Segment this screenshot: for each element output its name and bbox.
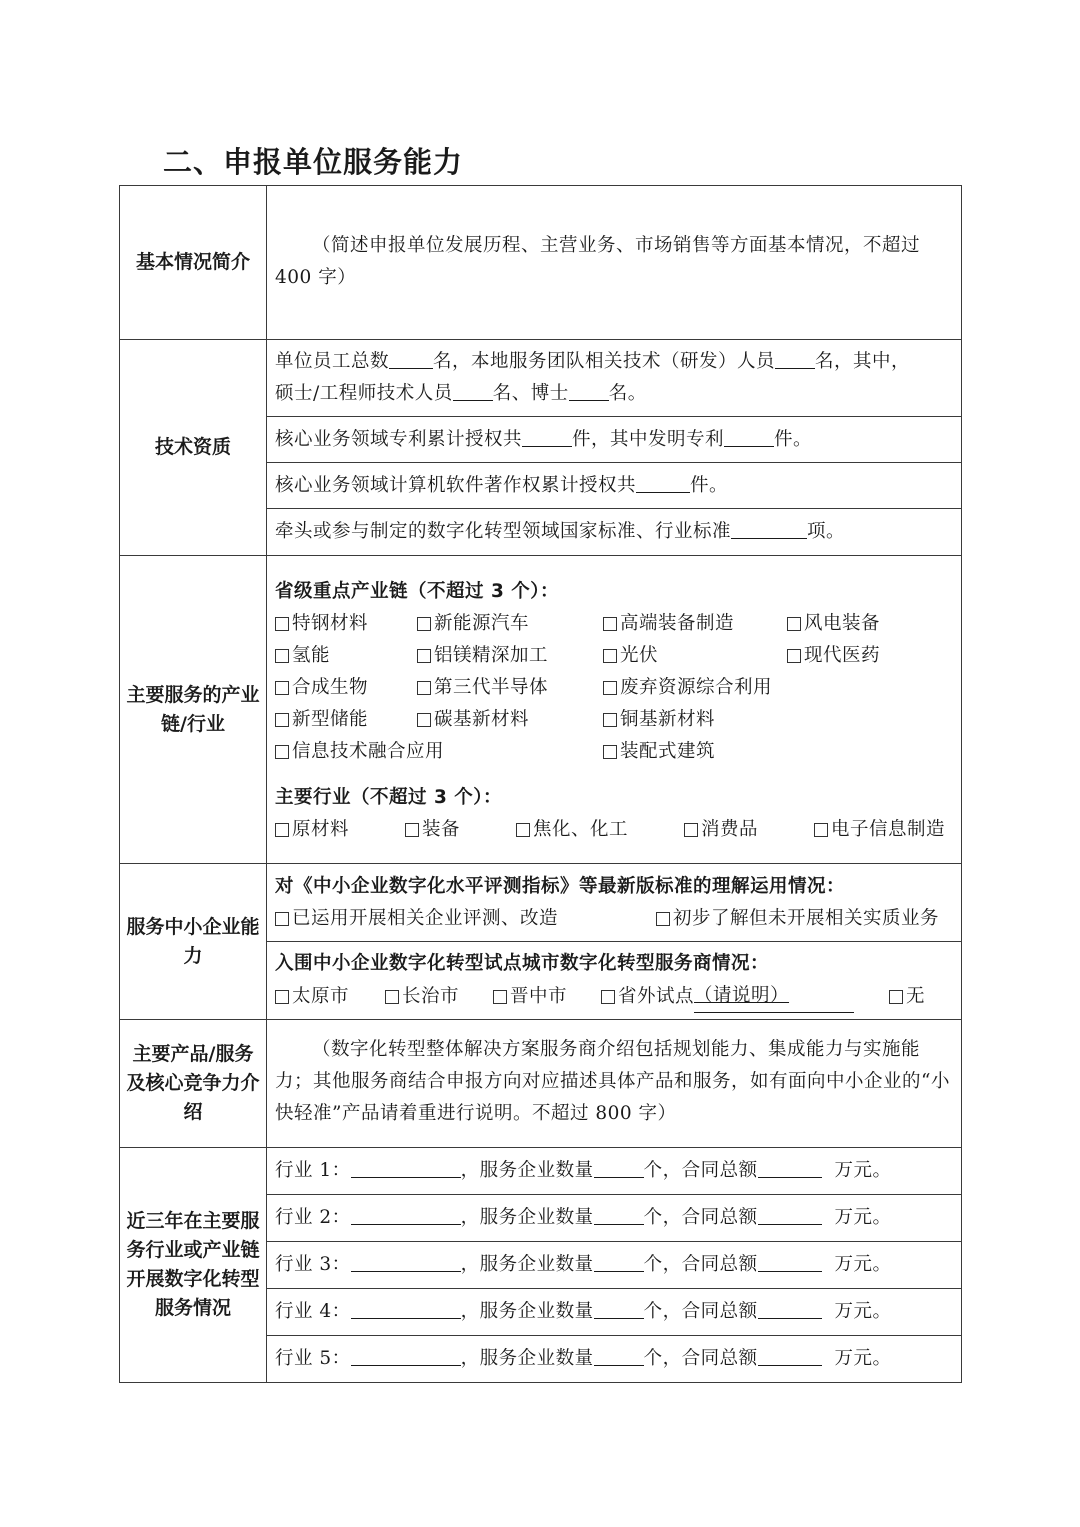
service-count-blank[interactable]	[594, 1157, 644, 1178]
row-sme-q1	[120, 864, 962, 942]
chain-option-checkbox[interactable]: 氢能	[275, 640, 417, 672]
chain-option-checkbox[interactable]: 高端装备制造	[603, 608, 787, 640]
checkbox-none[interactable]: 无	[889, 980, 925, 1013]
service-unit-label: 万元。	[821, 1160, 892, 1181]
staff-text-f: 名。	[608, 383, 647, 404]
software-blank[interactable]	[636, 472, 690, 493]
label-sme: 服务中小企业能力	[120, 864, 267, 1020]
patent-text-b: 件，其中发明专利	[572, 428, 725, 450]
staff-text-e: 名、博士	[492, 383, 569, 404]
chain-option-checkbox[interactable]: 现代医药	[787, 640, 953, 672]
service-count-label: ，服务企业数量	[460, 1254, 594, 1275]
service-count-blank[interactable]	[594, 1251, 644, 1272]
chain-option-checkbox[interactable]: 信息技术融合应用	[275, 736, 603, 768]
page-title: 二、申报单位服务能力	[163, 145, 464, 179]
patent-text-c: 件。	[774, 428, 813, 450]
checkbox-icon	[275, 617, 289, 631]
service-row-cell	[267, 1148, 962, 1195]
service-amount-label: 个，合同总额	[643, 1254, 758, 1275]
checkbox-icon	[603, 745, 617, 759]
service-count-label: ，服务企业数量	[460, 1207, 594, 1228]
industry-options	[275, 814, 953, 846]
sme-q1-cell	[267, 864, 962, 942]
empty-slot	[787, 672, 953, 704]
industry-option-checkbox[interactable]: 装备	[405, 814, 460, 846]
patent-total-blank[interactable]	[522, 426, 572, 447]
service-industry-label: 行业 2：	[275, 1207, 351, 1228]
chain-option-checkbox[interactable]: 合成生物	[275, 672, 417, 704]
checkbox-icon	[275, 681, 289, 695]
label-tech: 技术资质	[120, 340, 267, 556]
industry-option-checkbox[interactable]: 原材料	[275, 814, 349, 846]
checkbox-changzhi[interactable]: 长治市	[385, 980, 493, 1013]
chain-option-checkbox[interactable]: 碳基新材料	[417, 704, 603, 736]
label-services: 近三年在主要服务行业或产业链开展数字化转型服务情况	[120, 1148, 267, 1383]
service-industry-blank[interactable]	[351, 1345, 461, 1366]
checkbox-icon	[603, 649, 617, 663]
checkbox-icon	[385, 990, 399, 1004]
staff-phd-blank[interactable]	[569, 380, 609, 401]
service-industry-label: 行业 3：	[275, 1254, 351, 1275]
label-basic-info: 基本情况简介	[120, 186, 267, 340]
chains-cell	[267, 556, 962, 864]
service-count-label: ，服务企业数量	[460, 1301, 594, 1322]
tech-software-cell	[267, 463, 962, 509]
staff-total-blank[interactable]	[389, 348, 433, 369]
std-text-b: 项。	[807, 521, 846, 542]
checkbox-taiyuan[interactable]: 太原市	[275, 980, 385, 1013]
chain-option-checkbox[interactable]: 风电装备	[787, 608, 953, 640]
checkbox-icon	[275, 823, 289, 837]
service-row-cell	[267, 1195, 962, 1242]
checkbox-icon	[275, 912, 289, 926]
checkbox-icon	[814, 823, 828, 837]
checkbox-evaluated[interactable]: 已运用开展相关企业评测、改造	[275, 903, 558, 935]
service-unit-label: 万元。	[821, 1254, 892, 1275]
checkbox-icon	[603, 713, 617, 727]
empty-slot	[787, 736, 953, 768]
checkbox-icon	[787, 617, 801, 631]
service-industry-blank[interactable]	[351, 1157, 461, 1178]
service-amount-label: 个，合同总额	[643, 1207, 758, 1228]
sme-q2-cell	[267, 942, 962, 1020]
row-tech-staff	[120, 340, 962, 417]
staff-rd-blank[interactable]	[775, 348, 815, 369]
service-amount-label: 个，合同总额	[643, 1301, 758, 1322]
checkbox-icon	[516, 823, 530, 837]
service-amount-blank[interactable]	[758, 1157, 822, 1178]
checkbox-icon	[493, 990, 507, 1004]
checkbox-icon	[684, 823, 698, 837]
basic-info-text[interactable]: （简述申报单位发展历程、主营业务、市场销售等方面基本情况，不超过 400 字）	[275, 235, 921, 288]
service-amount-label: 个，合同总额	[643, 1160, 758, 1181]
staff-text-a: 单位员工总数	[275, 351, 390, 372]
service-unit-label: 万元。	[821, 1207, 892, 1228]
service-industry-blank[interactable]	[351, 1251, 461, 1272]
patent-text-a: 核心业务领域专利累计授权共	[275, 428, 523, 450]
row-chains	[120, 556, 962, 864]
soft-text-a: 核心业务领域计算机软件著作权累计授权共	[275, 474, 637, 496]
sme-q2-title: 入围中小企业数字化转型试点城市数字化转型服务商情况：	[275, 953, 770, 974]
staff-master-blank[interactable]	[453, 380, 493, 401]
industry-option-checkbox[interactable]: 电子信息制造	[814, 814, 945, 846]
patent-invention-blank[interactable]	[724, 426, 774, 447]
chain-option-checkbox[interactable]: 第三代半导体	[417, 672, 603, 704]
checkbox-icon	[417, 713, 431, 727]
checkbox-icon	[405, 823, 419, 837]
service-count-label: ，服务企业数量	[460, 1160, 594, 1181]
service-industry-blank[interactable]	[351, 1298, 461, 1319]
service-amount-blank[interactable]	[758, 1204, 822, 1225]
tech-patent-cell	[267, 417, 962, 463]
industry-option-checkbox[interactable]: 焦化、化工	[516, 814, 628, 846]
chain-option-checkbox[interactable]: 废弃资源综合利用	[603, 672, 787, 704]
tech-standard-cell	[267, 509, 962, 556]
row-basic-info	[120, 186, 962, 340]
soft-text-b: 件。	[690, 474, 729, 496]
checkbox-icon	[275, 713, 289, 727]
staff-text-c: 名，其中，	[815, 351, 911, 372]
service-count-blank[interactable]	[594, 1204, 644, 1225]
service-count-blank[interactable]	[594, 1298, 644, 1319]
sme-q1-title: 对《中小企业数字化水平评测指标》等最新版标准的理解运用情况：	[275, 875, 846, 897]
label-chains: 主要服务的产业链/行业	[120, 556, 267, 864]
service-amount-blank[interactable]	[758, 1298, 822, 1319]
empty-slot	[787, 704, 953, 736]
checkbox-icon	[417, 617, 431, 631]
service-row-cell	[267, 1336, 962, 1383]
service-amount-blank[interactable]	[758, 1345, 822, 1366]
checkbox-icon	[656, 912, 670, 926]
standard-blank[interactable]	[731, 518, 807, 539]
chain-option-checkbox[interactable]: 铜基新材料	[603, 704, 787, 736]
row-products	[120, 1020, 962, 1148]
staff-text-d: 硕士/工程师技术人员	[275, 383, 453, 404]
service-row-cell	[267, 1242, 962, 1289]
checkbox-jinzhong[interactable]: 晋中市	[493, 980, 601, 1013]
std-text-a: 牵头或参与制定的数字化转型领域国家标准、行业标准	[275, 521, 732, 542]
service-industry-label: 行业 5：	[275, 1348, 351, 1369]
staff-text-b: 名，本地服务团队相关技术（研发）人员	[433, 351, 776, 372]
checkbox-outside-pilot[interactable]: 省外试点 （请说明）	[601, 980, 889, 1013]
checkbox-icon	[603, 617, 617, 631]
industry-option-checkbox[interactable]: 消费品	[684, 814, 758, 846]
checkbox-icon	[889, 990, 903, 1004]
service-row-cell	[267, 1289, 962, 1336]
service-unit-label: 万元。	[821, 1348, 892, 1369]
service-amount-blank[interactable]	[758, 1251, 822, 1272]
service-count-label: ，服务企业数量	[460, 1348, 594, 1369]
chain-option-checkbox[interactable]: 装配式建筑	[603, 736, 787, 768]
checkbox-icon	[787, 649, 801, 663]
checkbox-icon	[417, 681, 431, 695]
checkbox-icon	[417, 649, 431, 663]
tech-staff-cell	[267, 340, 962, 417]
service-unit-label: 万元。	[821, 1301, 892, 1322]
checkbox-icon	[275, 745, 289, 759]
checkbox-preliminary[interactable]: 初步了解但未开展相关实质业务	[656, 903, 939, 935]
chain-option-checkbox[interactable]: 特钢材料	[275, 608, 417, 640]
checkbox-icon	[275, 649, 289, 663]
checkbox-icon	[603, 681, 617, 695]
chain-options	[275, 608, 953, 768]
service-capability-table	[119, 185, 962, 1383]
service-industry-label: 行业 1：	[275, 1160, 351, 1181]
industry-title: 主要行业（不超过 3 个）：	[275, 786, 503, 808]
explain-field[interactable]: （请说明）	[694, 980, 854, 1013]
service-industry-label: 行业 4：	[275, 1301, 351, 1322]
service-amount-label: 个，合同总额	[643, 1348, 758, 1369]
chain-option-checkbox[interactable]: 新能源汽车	[417, 608, 603, 640]
service-industry-blank[interactable]	[351, 1204, 461, 1225]
chain-title: 省级重点产业链（不超过 3 个）：	[275, 580, 560, 602]
checkbox-icon	[601, 990, 615, 1004]
label-products: 主要产品/服务及核心竞争力介绍	[120, 1020, 267, 1148]
chain-option-checkbox[interactable]: 铝镁精深加工	[417, 640, 603, 672]
checkbox-icon	[275, 990, 289, 1004]
chain-option-checkbox[interactable]: 光伏	[603, 640, 787, 672]
products-text[interactable]: （数字化转型整体解决方案服务商介绍包括规划能力、集成能力与实施能力；其他服务商结合申报方向对应描述具体产品和服务，如有面向中小企业的“小快轻准”产品请着重进行说明。不超过 800 字）	[275, 1039, 950, 1124]
service-count-blank[interactable]	[594, 1345, 644, 1366]
chain-option-checkbox[interactable]: 新型储能	[275, 704, 417, 736]
row-service-1	[120, 1148, 962, 1195]
